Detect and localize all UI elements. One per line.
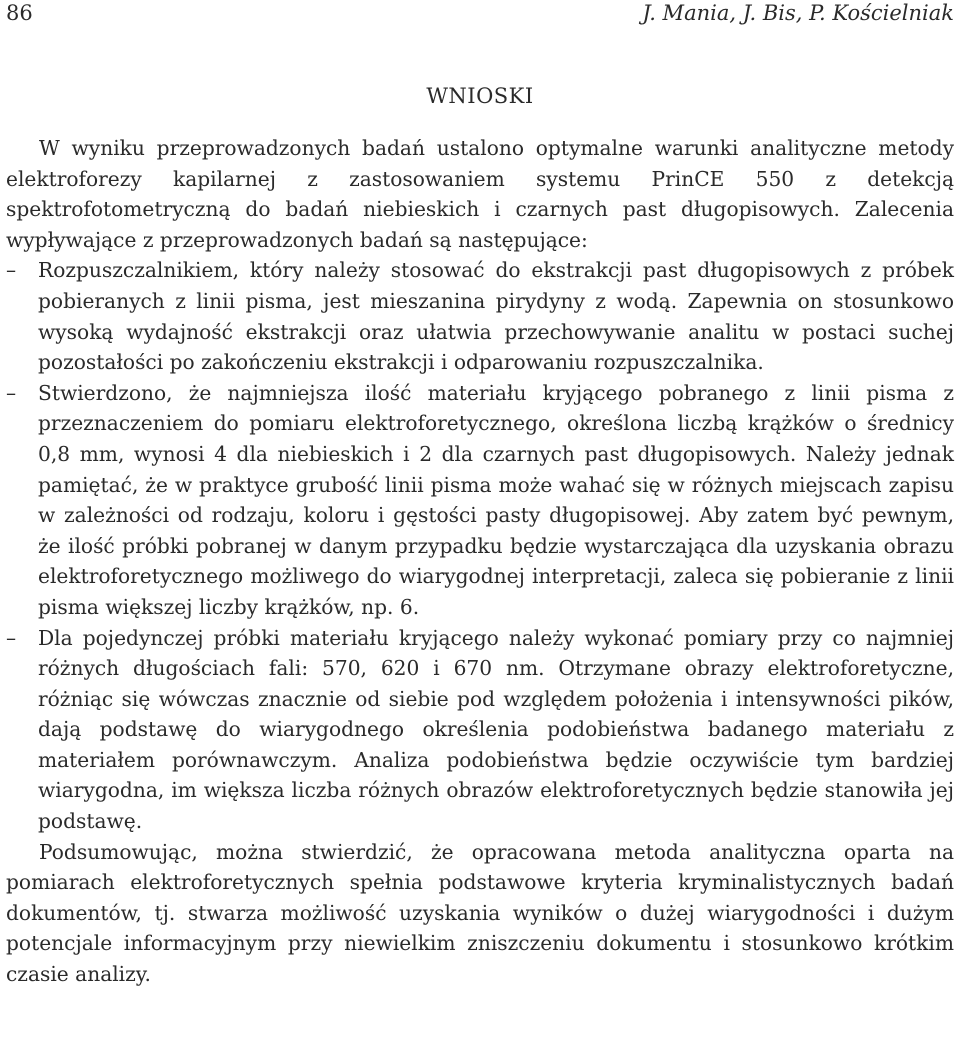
list-dash: – <box>6 625 17 650</box>
conclusion-paragraph: Podsumowując, można stwierdzić, że opracowana metoda analityczna oparta na pomiarach elektroforetycznych spełnia podstawowe kryteria kryminalistycznych badań dokumentów, tj. stwarza możliwość uzyskania wyników o dużej wiarygodności i dużym potencjale informacyjnym przy niewielkim zniszczeniu dokumentu i stosunkowo krótkim czasie analizy. <box>6 839 954 987</box>
list-dash: – <box>6 258 17 283</box>
page-number: 86 <box>6 1 33 25</box>
list-item <box>6 255 954 377</box>
list-item-text: Dla pojedynczej próbki materiału kryjącego należy wykonać pomiary przy co najmniej różnych długościach fali: 570, 620 i 670 nm. Otrzymane obrazy elektroforetyczne, różniąc się wówczas znacznie od siebie pod względem położenia i intensywności pików, dają podstawę do wiarygodnego określenia podobieństwa badanego materiału z materiałem porównawczym. Analiza podobieństwa będzie oczywiście tym bardziej wiarygodna, im większa liczba różnych obrazów elektroforetycznych będzie stanowiła jej podstawę. <box>38 625 954 834</box>
intro-paragraph: W wyniku przeprowadzonych badań ustalono optymalne warunki analityczne metody elektroforezy kapilarnej z zastosowaniem systemu PrinCE 550 z detekcją spektrofotometryczną do badań niebieskich i czarnych past długopisowych. Zalecenia wypływające z przeprowadzonych badań są następujące: <box>6 136 954 252</box>
running-header <box>6 0 954 28</box>
list-item-text: Rozpuszczalnikiem, który należy stosować do ekstrakcji past długopisowych z próbek pobieranych z linii pisma, jest mieszanina pirydyny z wodą. Zapewnia on stosunkowo wysoką wydajność ekstrakcji oraz ułatwia przechowywanie analitu w postaci suchej pozostałości po zakończeniu ekstrakcji i odparowaniu rozpuszczalnika. <box>38 258 954 375</box>
section-title: WNIOSKI <box>426 84 534 108</box>
running-head-authors: J. Mania, J. Bis, P. Kościelniak <box>642 1 954 25</box>
list-item <box>6 378 954 623</box>
list-item-text: Stwierdzono, że najmniejsza ilość materiału kryjącego pobranego z linii pisma z przeznaczeniem do pomiaru elektroforetycznego, określona liczbą krążków o średnicy 0,8 mm, wynosi 4 dla niebieskich i 2 dla czarnych past długopisowych. Należy jednak pamiętać, że w praktyce grubość linii pisma może wahać się w różnych miejscach zapisu w zależności od rodzaju, koloru i gęstości pasty długopisowej. Aby zatem być pewnym, że ilość próbki pobranej w danym przypadku będzie wystarczająca dla uzyskania obrazu elektroforetycznego możliwego do wiarygodnej interpretacji, zaleca się pobieranie z linii pisma większej liczby krążków, np. 6. <box>38 380 954 619</box>
section-body <box>6 133 954 990</box>
list-dash: – <box>6 380 17 405</box>
document-page <box>6 0 954 1056</box>
recommendations-list <box>6 255 954 836</box>
list-item <box>6 623 954 837</box>
